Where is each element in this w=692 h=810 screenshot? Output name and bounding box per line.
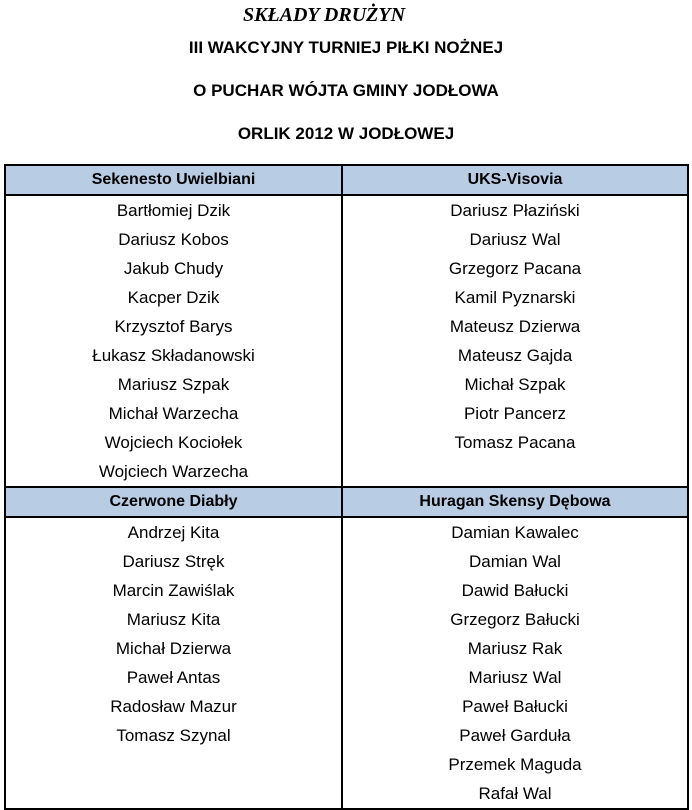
player-name: Tomasz Pacana [342, 428, 688, 457]
player-name: Wojciech Kociołek [5, 428, 342, 457]
tournament-name: III WAKCYJNY TURNIEJ PIŁKI NOŻNEJ [188, 38, 504, 57]
player-name: Wojciech Warzecha [5, 457, 342, 487]
team-name: Czerwone Diabły [5, 487, 342, 517]
team-header-row [5, 165, 688, 195]
player-name: Damian Kawalec [342, 517, 688, 547]
player-row [5, 225, 688, 254]
player-row [5, 195, 688, 225]
player-row [5, 692, 688, 721]
player-row [5, 605, 688, 634]
player-name: Dariusz Stręk [5, 547, 342, 576]
player-name: Paweł Bałucki [342, 692, 688, 721]
player-row [5, 399, 688, 428]
player-row [5, 663, 688, 692]
player-name: Jakub Chudy [5, 254, 342, 283]
player-row [5, 254, 688, 283]
player-name: Dariusz Kobos [5, 225, 342, 254]
player-name: Dariusz Wal [342, 225, 688, 254]
player-row [5, 312, 688, 341]
player-name: Piotr Pancerz [342, 399, 688, 428]
tournament-cup: O PUCHAR WÓJTA GMINY JODŁOWA [193, 81, 499, 100]
player-name [342, 457, 688, 487]
player-name: Damian Wal [342, 547, 688, 576]
player-name: Michał Warzecha [5, 399, 342, 428]
player-name: Michał Dzierwa [5, 634, 342, 663]
team-name: UKS-Visovia [342, 165, 688, 195]
player-row [5, 547, 688, 576]
player-name: Mariusz Szpak [5, 370, 342, 399]
player-row [5, 457, 688, 487]
player-name: Radosław Mazur [5, 692, 342, 721]
document-title: SKŁADY DRUŻYN [242, 4, 406, 26]
player-name: Dawid Bałucki [342, 576, 688, 605]
player-row [5, 517, 688, 547]
player-row [5, 576, 688, 605]
player-row [5, 750, 688, 779]
player-row [5, 721, 688, 750]
player-name: Grzegorz Pacana [342, 254, 688, 283]
player-name [5, 779, 342, 809]
player-row [5, 634, 688, 663]
player-name: Mariusz Rak [342, 634, 688, 663]
player-name: Paweł Antas [5, 663, 342, 692]
tournament-venue: ORLIK 2012 W JODŁOWEJ [237, 124, 455, 143]
player-row [5, 370, 688, 399]
player-name: Kamil Pyznarski [342, 283, 688, 312]
team-name: Sekenesto Uwielbiani [5, 165, 342, 195]
team-header-row [5, 487, 688, 517]
player-name: Krzysztof Barys [5, 312, 342, 341]
player-name: Mateusz Gajda [342, 341, 688, 370]
player-name: Mateusz Dzierwa [342, 312, 688, 341]
player-name: Tomasz Szynal [5, 721, 342, 750]
player-name: Dariusz Płaziński [342, 195, 688, 225]
player-name: Łukasz Składanowski [5, 341, 342, 370]
player-row [5, 341, 688, 370]
player-name: Mariusz Wal [342, 663, 688, 692]
player-name: Andrzej Kita [5, 517, 342, 547]
player-name: Michał Szpak [342, 370, 688, 399]
player-name: Bartłomiej Dzik [5, 195, 342, 225]
player-name: Marcin Zawiślak [5, 576, 342, 605]
player-name [5, 750, 342, 779]
player-name: Rafał Wal [342, 779, 688, 809]
player-name: Przemek Maguda [342, 750, 688, 779]
player-name: Grzegorz Bałucki [342, 605, 688, 634]
player-name: Mariusz Kita [5, 605, 342, 634]
team-name: Huragan Skensy Dębowa [342, 487, 688, 517]
player-name: Paweł Garduła [342, 721, 688, 750]
team-rosters-table [4, 164, 689, 810]
player-row [5, 779, 688, 809]
player-row [5, 428, 688, 457]
player-row [5, 283, 688, 312]
player-name: Kacper Dzik [5, 283, 342, 312]
